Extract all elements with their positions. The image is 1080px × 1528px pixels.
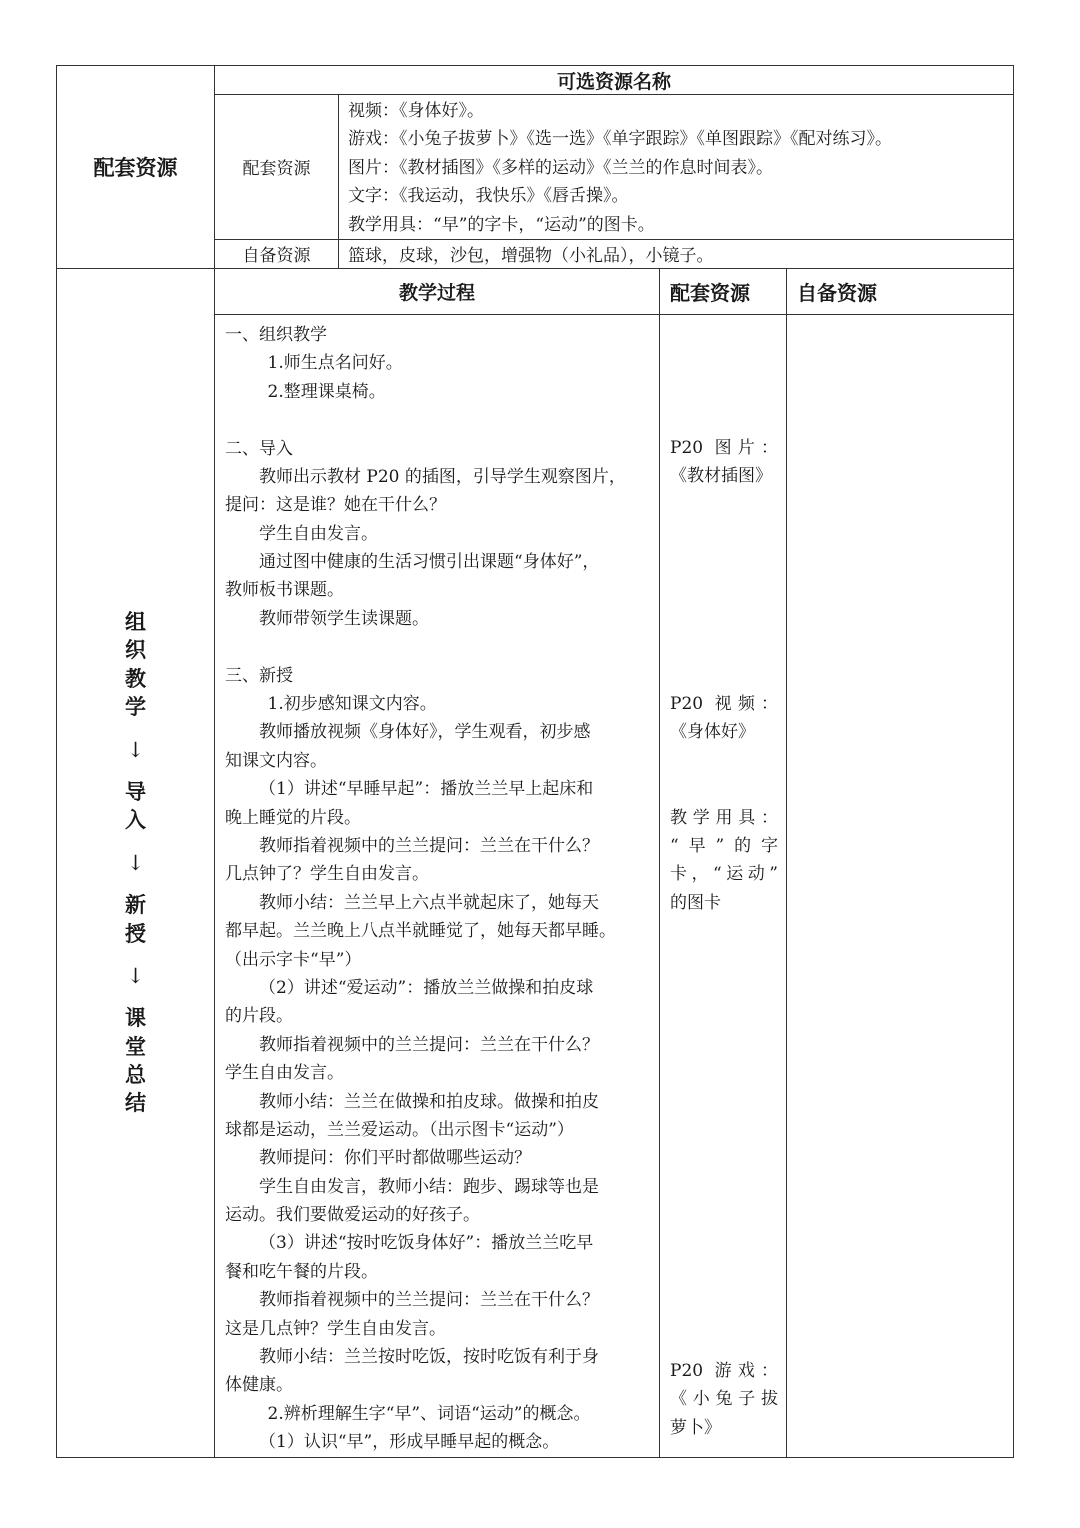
step-char: 组: [125, 609, 146, 635]
process-line: 教师小结：兰兰早上六点半就起床了，她每天: [259, 892, 599, 913]
process-line: （1）认识“早”，形成早睡早起的概念。: [259, 1432, 560, 1453]
kit-column-header: 配套资源: [660, 268, 787, 314]
process-line: 体健康。: [225, 1375, 293, 1396]
self-resources-label: 自备资源: [215, 239, 339, 268]
kit-resource-line: 游戏：《小兔子拔萝卜》《选一选》《单字跟踪》《单图跟踪》《配对练习》。: [348, 129, 892, 150]
process-line: 知课文内容。: [225, 750, 327, 771]
self-notes-column: [787, 314, 1014, 1457]
step-char: 授: [125, 920, 146, 946]
process-line: 都早起。兰兰晚上八点半就睡觉了，她每天都早睡。: [225, 921, 616, 942]
step-char: 教: [125, 665, 146, 691]
process-line: 教师带领学生读课题。: [259, 608, 429, 629]
step-char: 课: [125, 1005, 146, 1031]
kit-resource-line: 教学用具：“早”的字卡，“运动”的图卡。: [348, 214, 655, 235]
kit-note: 《小兔子拔: [670, 1389, 778, 1410]
process-line: 提问：这是谁？她在干什么？: [225, 495, 446, 516]
step-char: 总: [125, 1062, 146, 1088]
process-line: 餐和吃午餐的片段。: [225, 1261, 378, 1282]
process-line: 这是几点钟？学生自由发言。: [225, 1318, 446, 1339]
lesson-plan-table: [56, 65, 1014, 1458]
process-line: 球都是运动，兰兰爱运动。（出示图卡“运动”）: [225, 1119, 574, 1140]
process-line: 晚上睡觉的片段。: [225, 807, 361, 828]
kit-note: P20 图片：: [670, 437, 778, 458]
process-line: 教师小结：兰兰按时吃饭，按时吃饭有利于身: [259, 1347, 599, 1368]
kit-notes-column: [660, 314, 787, 1457]
process-line: （3）讲述“按时吃饭身体好”：播放兰兰吃早: [259, 1233, 594, 1254]
kit-note: 卡，“运动”: [670, 864, 778, 885]
process-line: 教师提问：你们平时都做哪些运动？: [259, 1148, 531, 1169]
process-line: 几点钟了？学生自由发言。: [225, 864, 429, 885]
process-heading: 一、组织教学: [225, 324, 327, 345]
process-line: 通过图中健康的生活习惯引出课题“身体好”，: [259, 552, 600, 573]
kit-note: 教学用具：: [670, 807, 778, 828]
step-char: 结: [125, 1090, 146, 1116]
process-line: 教师出示教材 P20 的插图，引导学生观察图片，: [259, 466, 626, 487]
process-line: 1.师生点名问好。: [267, 353, 403, 374]
process-line: 2.辨析理解生字“早”、词语“运动”的概念。: [267, 1403, 591, 1424]
process-line: 教师指着视频中的兰兰提问：兰兰在干什么？: [259, 835, 599, 856]
kit-note: 萝卜》: [670, 1417, 721, 1438]
kit-note: 《身体好》: [670, 722, 755, 743]
optional-resources-header: 可选资源名称: [215, 66, 1014, 95]
kit-resources-list: [339, 95, 1014, 240]
kit-note: 的图卡: [670, 892, 721, 913]
resources-section-label: 配套资源: [57, 66, 215, 269]
kit-resources-label: 配套资源: [215, 95, 339, 240]
process-line: （出示字卡“早”）: [225, 949, 362, 970]
process-line: 2.整理课桌椅。: [267, 381, 386, 402]
process-line: 的片段。: [225, 1006, 293, 1027]
self-resources-value: 篮球，皮球，沙包，增强物（小礼品），小镜子。: [339, 239, 1014, 268]
process-line: 学生自由发言。: [259, 523, 378, 544]
process-line: 教师播放视频《身体好》，学生观看，初步感: [259, 722, 591, 743]
down-arrow-icon: ↓: [126, 850, 145, 875]
process-line: （1）讲述“早睡早起”：播放兰兰早上起床和: [259, 779, 594, 800]
teaching-process-content: [215, 314, 660, 1457]
process-line: 教师板书课题。: [225, 580, 344, 601]
teaching-steps: [57, 268, 215, 1457]
process-line: 1.初步感知课文内容。: [267, 694, 437, 715]
step-char: 入: [125, 807, 146, 833]
step-char: 新: [125, 892, 146, 918]
kit-resource-line: 视频：《身体好》。: [348, 101, 484, 121]
process-line: 教师指着视频中的兰兰提问：兰兰在干什么？: [259, 1034, 599, 1055]
process-line: 教师指着视频中的兰兰提问：兰兰在干什么？: [259, 1290, 599, 1311]
teaching-process-header: 教学过程: [215, 268, 660, 314]
step-char: 堂: [125, 1033, 146, 1059]
step-char: 织: [125, 637, 146, 663]
kit-resource-line: 图片：《教材插图》《多样的运动》《兰兰的作息时间表》。: [348, 157, 773, 178]
step-char: 学: [125, 694, 146, 720]
kit-note: P20 游戏：: [670, 1361, 778, 1382]
step-char: 导: [125, 778, 146, 804]
process-line: 学生自由发言。: [225, 1063, 344, 1084]
kit-note: P20 视频：: [670, 693, 778, 714]
kit-note: 《教材插图》: [670, 466, 772, 487]
process-heading: 二、导入: [225, 438, 293, 459]
down-arrow-icon: ↓: [126, 963, 145, 988]
kit-resource-line: 文字：《我运动，我快乐》《唇舌操》。: [348, 186, 629, 207]
process-heading: 三、新授: [225, 665, 293, 686]
down-arrow-icon: ↓: [126, 737, 145, 762]
self-column-header: 自备资源: [787, 268, 1014, 314]
kit-note: “早”的字: [670, 835, 778, 856]
process-line: 学生自由发言，教师小结：跑步、踢球等也是: [259, 1176, 599, 1197]
process-line: 教师小结：兰兰在做操和拍皮球。做操和拍皮: [259, 1091, 599, 1112]
process-line: 运动。我们要做爱运动的好孩子。: [225, 1205, 480, 1226]
process-line: （2）讲述“爱运动”：播放兰兰做操和拍皮球: [259, 977, 594, 998]
